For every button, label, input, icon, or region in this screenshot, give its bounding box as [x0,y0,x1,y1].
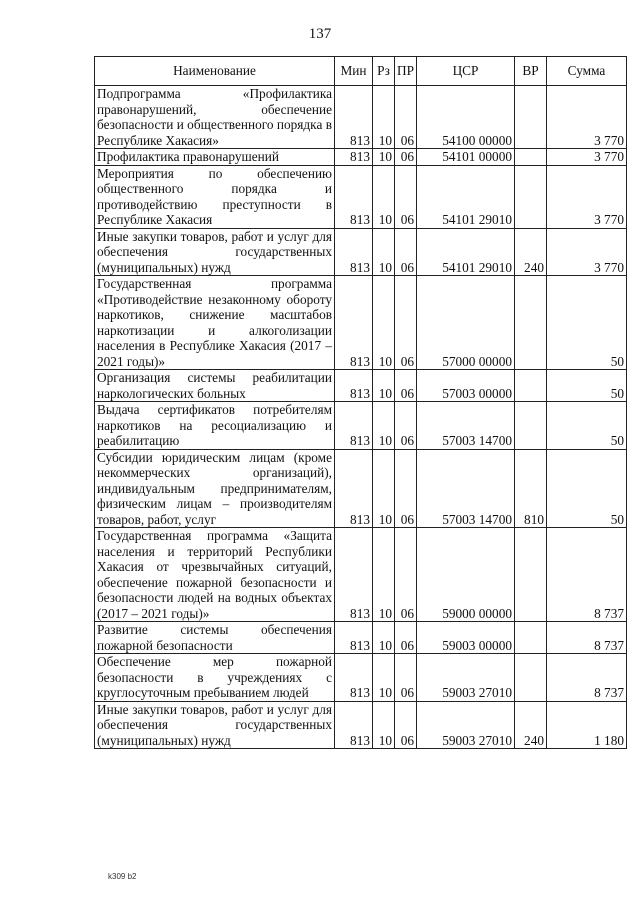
cell-name: Субсидии юридическим лицам (кроме некоммерческих организаций), индивидуальным предпринимателям, физическим лицам – производителям товаров, работ, услуг [95,449,335,528]
cell-name: Мероприятия по обеспечению общественного порядка и противодействию преступности в Республике Хакасия [95,165,335,228]
cell-name: Организация системы реабилитации наркологических больных [95,370,335,402]
cell-sum: 50 [547,402,627,450]
cell-name: Обеспечение мер пожарной безопасности в учреждениях с круглосуточным пребыванием людей [95,654,335,702]
cell-sum: 3 770 [547,86,627,149]
cell-min: 813 [335,228,373,276]
cell-pr: 06 [395,449,417,528]
cell-rz: 10 [373,149,395,166]
cell-sum: 3 770 [547,228,627,276]
cell-vr [515,165,547,228]
table-row [95,149,627,166]
table-row [95,449,627,528]
cell-rz: 10 [373,528,395,622]
cell-pr: 06 [395,276,417,370]
cell-vr [515,622,547,654]
cell-vr [515,86,547,149]
cell-pr: 06 [395,402,417,450]
table-row [95,276,627,370]
table-row [95,528,627,622]
cell-vr [515,654,547,702]
cell-min: 813 [335,528,373,622]
cell-min: 813 [335,276,373,370]
cell-name: Профилактика правонарушений [95,149,335,166]
cell-sum: 3 770 [547,165,627,228]
cell-csr: 59000 00000 [417,528,515,622]
header-row [95,57,627,86]
cell-rz: 10 [373,622,395,654]
cell-rz: 10 [373,86,395,149]
page-number: 137 [308,26,332,42]
header-name: Наименование [95,57,335,86]
header-csr: ЦСР [417,57,515,86]
cell-pr: 06 [395,228,417,276]
cell-csr: 54101 29010 [417,228,515,276]
cell-rz: 10 [373,654,395,702]
cell-pr: 06 [395,370,417,402]
cell-rz: 10 [373,370,395,402]
cell-min: 813 [335,654,373,702]
cell-sum: 50 [547,276,627,370]
cell-name: Иные закупки товаров, работ и услуг для обеспечения государственных (муниципальных) нужд [95,701,335,749]
header-min: Мин [335,57,373,86]
header-pr: ПР [395,57,417,86]
cell-name: Развитие системы обеспечения пожарной безопасности [95,622,335,654]
cell-rz: 10 [373,449,395,528]
header-sum: Сумма [547,57,627,86]
cell-csr: 57003 00000 [417,370,515,402]
cell-min: 813 [335,370,373,402]
cell-vr: 240 [515,228,547,276]
cell-vr [515,276,547,370]
cell-csr: 54101 00000 [417,149,515,166]
cell-vr [515,149,547,166]
cell-name: Выдача сертификатов потребителям наркотиков на ресоциализацию и реабилитацию [95,402,335,450]
table-row [95,165,627,228]
cell-sum: 50 [547,449,627,528]
cell-sum: 3 770 [547,149,627,166]
table-row [95,654,627,702]
cell-min: 813 [335,149,373,166]
cell-pr: 06 [395,701,417,749]
cell-sum: 8 737 [547,622,627,654]
cell-name: Государственная программа «Противодействие незаконному обороту наркотиков, снижение масштабов наркотизации и алкоголизации населения в Республике Хакасия (2017 – 2021 годы)» [95,276,335,370]
cell-vr [515,370,547,402]
header-vr: ВР [515,57,547,86]
cell-csr: 59003 27010 [417,701,515,749]
cell-rz: 10 [373,228,395,276]
cell-vr [515,402,547,450]
cell-vr [515,528,547,622]
cell-rz: 10 [373,165,395,228]
cell-csr: 59003 27010 [417,654,515,702]
cell-vr: 240 [515,701,547,749]
cell-rz: 10 [373,276,395,370]
budget-table [94,56,627,749]
cell-csr: 54100 00000 [417,86,515,149]
cell-sum: 1 180 [547,701,627,749]
cell-min: 813 [335,86,373,149]
cell-pr: 06 [395,528,417,622]
cell-vr: 810 [515,449,547,528]
cell-min: 813 [335,622,373,654]
table-row [95,622,627,654]
cell-csr: 54101 29010 [417,165,515,228]
cell-min: 813 [335,402,373,450]
cell-pr: 06 [395,654,417,702]
table-row [95,370,627,402]
footer-code: k309 b2 [108,872,137,881]
cell-rz: 10 [373,402,395,450]
cell-pr: 06 [395,86,417,149]
cell-csr: 57003 14700 [417,449,515,528]
cell-name: Государственная программа «Защита населения и территорий Республики Хакасия от чрезвычайных ситуаций, обеспечение пожарной безопасности и безопасности людей на водных объектах (2017 – 2021 годы)» [95,528,335,622]
cell-sum: 8 737 [547,528,627,622]
cell-sum: 8 737 [547,654,627,702]
header-rz: Рз [373,57,395,86]
cell-csr: 59003 00000 [417,622,515,654]
cell-pr: 06 [395,622,417,654]
table-row [95,402,627,450]
cell-name: Подпрограмма «Профилактика правонарушений, обеспечение безопасности и общественного порядка в Республике Хакасия» [95,86,335,149]
cell-pr: 06 [395,149,417,166]
table-row [95,86,627,149]
cell-rz: 10 [373,701,395,749]
cell-name: Иные закупки товаров, работ и услуг для обеспечения государственных (муниципальных) нужд [95,228,335,276]
cell-min: 813 [335,165,373,228]
table-row [95,228,627,276]
cell-csr: 57000 00000 [417,276,515,370]
cell-min: 813 [335,449,373,528]
cell-sum: 50 [547,370,627,402]
table-row [95,701,627,749]
cell-csr: 57003 14700 [417,402,515,450]
cell-pr: 06 [395,165,417,228]
cell-min: 813 [335,701,373,749]
